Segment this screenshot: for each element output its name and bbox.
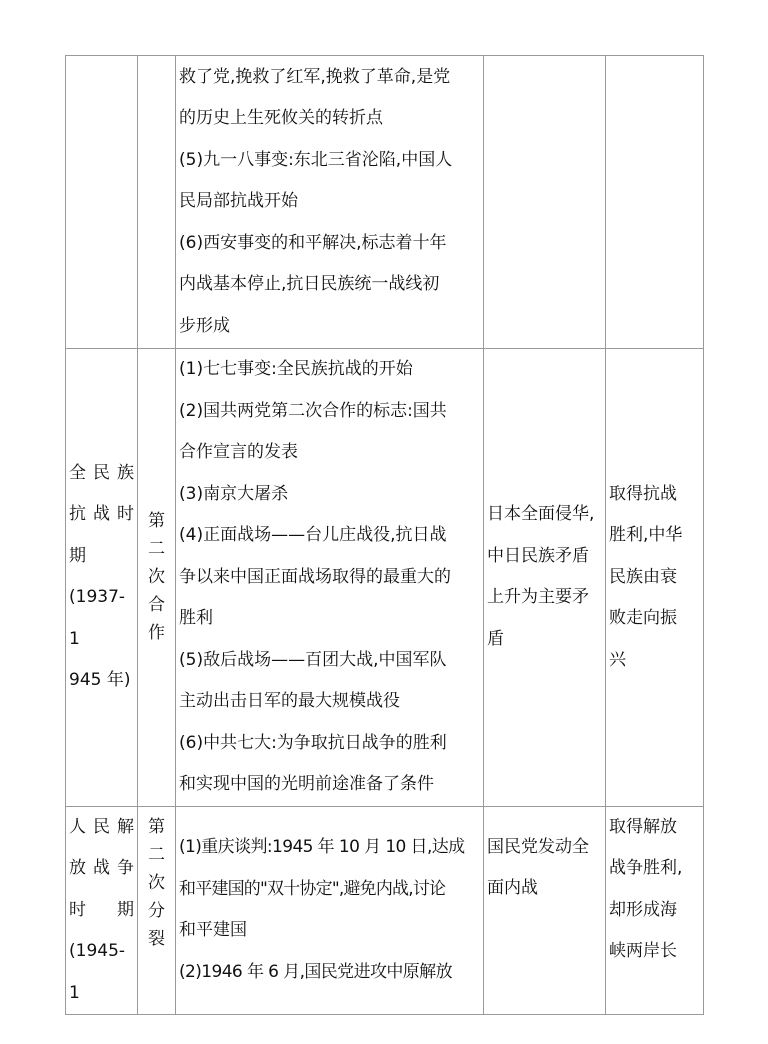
phase-cell	[138, 806, 176, 1015]
content-line: 主动出击日军的最大规模战役	[179, 691, 400, 711]
period-years: (1945-1	[69, 941, 126, 1003]
period-line: 时 期	[69, 899, 134, 920]
phase-line: 次分	[148, 872, 165, 921]
content-line: 步形成	[179, 315, 230, 336]
cause-cell	[484, 56, 606, 349]
period-cell	[66, 806, 138, 1015]
period-cell	[66, 349, 138, 807]
content-line: 民局部抗战开始	[179, 191, 298, 212]
result-line: 战争胜利,	[609, 858, 683, 878]
content-line: 胜利	[179, 608, 213, 628]
phase-line: 第二	[148, 816, 165, 865]
result-line: 败走向振	[609, 608, 677, 628]
result-line: 民族由衰	[609, 566, 677, 587]
phase-cell	[138, 56, 176, 349]
cause-line: 上升为主要矛	[487, 587, 589, 608]
content-line: (6)中共七大:为争取抗日战争的胜利	[179, 732, 447, 753]
history-table	[65, 55, 704, 1015]
content-line: (4)正面战场——台儿庄战役,抗日战	[179, 525, 447, 545]
content-cell	[176, 56, 484, 349]
phase-line: 裂	[148, 928, 165, 949]
content-line: (2)国共两党第二次合作的标志:国共	[179, 400, 447, 421]
content-line: 内战基本停止,抗日民族统一战线初	[179, 274, 440, 295]
phase-cell	[138, 349, 176, 807]
phase-line: 次合	[148, 567, 165, 616]
result-cell	[606, 349, 704, 807]
content-line: 和实现中国的光明前途准备了条件	[179, 774, 434, 794]
content-line: (5)九一八事变:东北三省沦陷,中国人	[179, 149, 453, 170]
period-line: 人民解	[69, 816, 134, 837]
content-line: (1)七七事变:全民族抗战的开始	[179, 359, 413, 379]
content-line: 救了党,挽救了红军,挽救了革命,是党	[179, 66, 451, 87]
table-row	[66, 56, 704, 349]
result-cell	[606, 806, 704, 1015]
cause-cell	[484, 349, 606, 807]
result-line: 胜利,中华	[609, 525, 683, 545]
content-cell	[176, 806, 484, 1015]
phase-line: 作	[148, 623, 165, 644]
result-line: 取得抗战	[609, 483, 677, 504]
content-line: 合作宣言的发表	[179, 442, 298, 462]
content-line: (2)1946 年 6 月,国民党进攻中原解放	[179, 961, 452, 982]
cause-line: 盾	[487, 628, 504, 649]
content-line: (3)南京大屠杀	[179, 483, 289, 504]
cause-cell	[484, 806, 606, 1015]
cause-line: 中日民族矛盾	[487, 545, 589, 566]
table-row	[66, 806, 704, 1015]
period-line: 抗战时	[69, 504, 134, 525]
result-line: 峡两岸长	[609, 941, 677, 961]
result-line: 却形成海	[609, 899, 677, 920]
period-years: 945 年)	[69, 670, 131, 691]
cause-line: 国民党发动全	[487, 836, 589, 857]
cause-line: 日本全面侵华,	[487, 504, 595, 525]
table-row	[66, 349, 704, 807]
period-years: (1937-1	[69, 587, 126, 649]
period-line: 期	[69, 545, 86, 566]
content-line: (5)敌后战场——百团大战,中国军队	[179, 649, 447, 670]
phase-line: 第二	[148, 511, 165, 560]
content-cell	[176, 349, 484, 807]
cause-line: 面内战	[487, 878, 538, 898]
content-line: (1)重庆谈判:1945 年 10 月 10 日,达成	[179, 837, 465, 858]
result-line: 取得解放	[609, 816, 677, 837]
content-line: 和平建国的"双十协定",避免内战,讨论	[179, 878, 446, 899]
period-line: 放战争	[69, 858, 134, 878]
content-line: 争以来中国正面战场取得的最重大的	[179, 566, 451, 587]
result-cell	[606, 56, 704, 349]
content-line: 和平建国	[179, 920, 247, 941]
result-line: 兴	[609, 649, 626, 670]
content-line: (6)西安事变的和平解决,标志着十年	[179, 232, 447, 253]
period-line: 全民族	[69, 462, 134, 483]
period-cell	[66, 56, 138, 349]
content-line: 的历史上生死攸关的转折点	[179, 108, 383, 129]
